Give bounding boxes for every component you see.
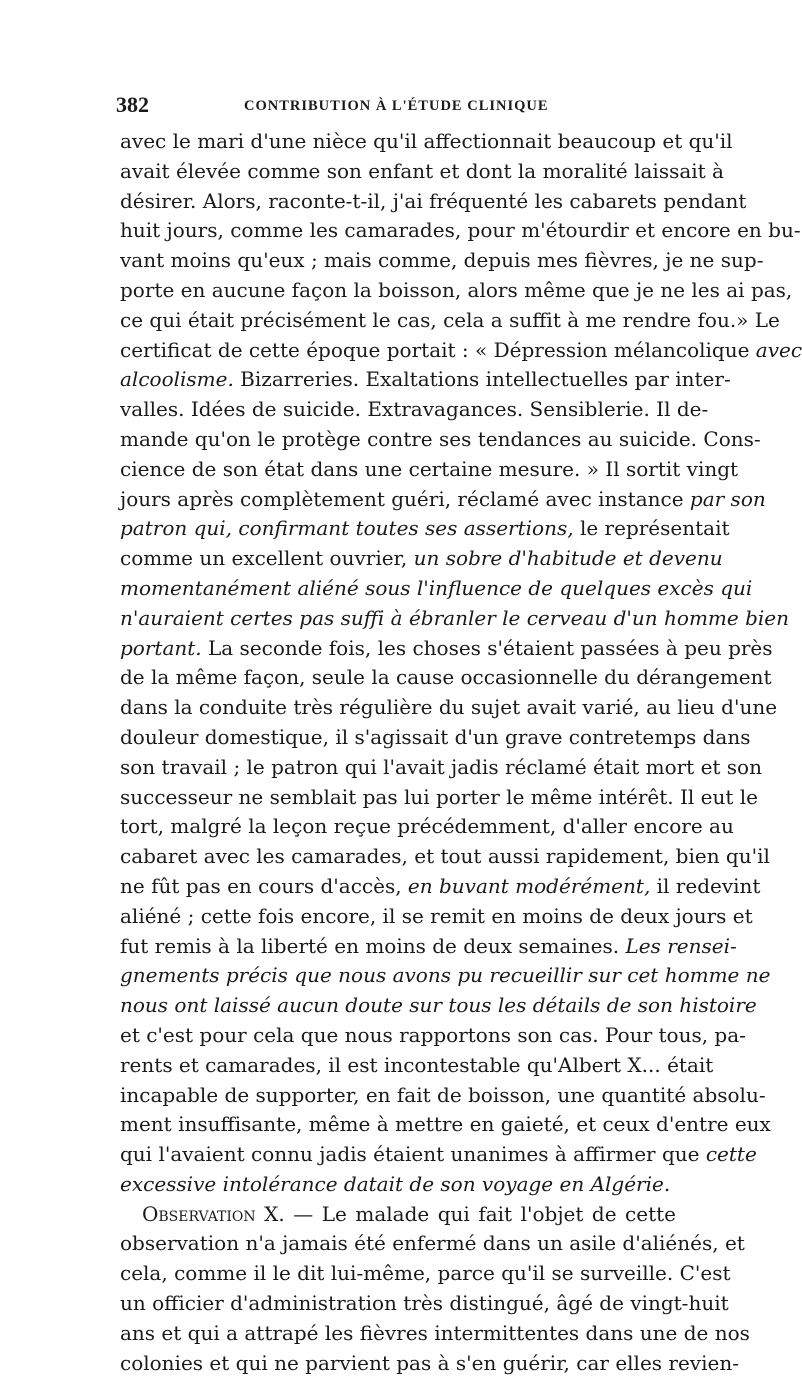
text-line	[120, 246, 764, 276]
text-line	[120, 455, 739, 485]
italic-text: excessive intolérance datait de son voyage en Algérie.	[120, 1171, 671, 1196]
text-line	[120, 932, 737, 962]
text-segment: valles. Idées de suicide. Extravagances. Sensiblerie. Il de-	[120, 397, 709, 422]
text-segment: avait élevée comme son enfant et dont la moralité laissait à	[120, 158, 724, 183]
text-segment: tort, malgré la leçon reçue précédemment, d'aller encore au	[120, 814, 734, 839]
text-segment: jours après complètement guéri, réclamé avec instance	[120, 486, 690, 511]
text-line	[120, 634, 773, 664]
text-segment: le représentait	[573, 516, 730, 541]
text-line	[120, 1051, 714, 1081]
page-header	[116, 92, 676, 124]
text-segment: avec le mari d'une nièce qu'il affectionnait beaucoup et qu'il	[120, 129, 733, 153]
text-line	[120, 693, 778, 723]
text-line	[120, 783, 759, 813]
text-segment: et c'est pour cela que nous rapportons son cas. Pour tous, pa-	[120, 1022, 746, 1047]
text-line	[120, 425, 761, 455]
small-caps-text: Observation	[142, 1201, 256, 1226]
italic-text: momentanément aliéné sous l'influence de quelques excès qui	[120, 575, 753, 600]
italic-text: en buvant modérément,	[407, 873, 651, 898]
text-segment: huit jours, comme les camarades, pour m'étourdir et encore en bu-	[120, 218, 801, 243]
page-number: 382	[116, 92, 149, 117]
text-line	[120, 902, 753, 932]
italic-text: nous ont laissé aucun doute sur tous les détails de son histoire	[120, 993, 757, 1018]
text-line	[120, 157, 724, 187]
text-segment: X. — Le malade qui fait l'objet de cette	[255, 1201, 676, 1226]
text-segment: de la même façon, seule la cause occasionnelle du dérangement	[120, 665, 772, 690]
body-text	[120, 127, 802, 1378]
text-line	[120, 395, 709, 425]
text-line	[120, 1200, 676, 1230]
text-line	[120, 1021, 746, 1051]
text-line	[120, 991, 757, 1021]
text-line	[120, 604, 789, 634]
text-segment: successeur ne semblait pas lui porter le même intérêt. Il eut le	[120, 784, 759, 809]
text-line	[120, 336, 802, 366]
italic-text: portant.	[120, 635, 202, 660]
italic-text: cette	[705, 1142, 757, 1167]
running-head: CONTRIBUTION À L'ÉTUDE CLINIQUE	[244, 98, 549, 114]
text-segment: mande qu'on le protège contre ses tendances au suicide. Cons-	[120, 426, 761, 451]
text-segment: cience de son état dans une certaine mesure. » Il sortit vingt	[120, 456, 739, 481]
text-segment: son travail ; le patron qui l'avait jadis réclamé était mort et son	[120, 754, 762, 779]
text-line	[120, 723, 751, 753]
text-segment: porte en aucune façon la boisson, alors même que je ne les ai pas,	[120, 277, 793, 302]
text-segment: comme un excellent ouvrier,	[120, 546, 414, 571]
text-segment: certificat de cette époque portait : « Dépression mélancolique	[120, 337, 756, 362]
text-line	[120, 753, 762, 783]
text-segment: un officier d'administration très distingué, âgé de vingt-huit	[120, 1291, 729, 1316]
text-line	[120, 1349, 739, 1378]
text-segment: cabaret avec les camarades, et tout aussi rapidement, bien qu'il	[120, 844, 770, 869]
text-line	[120, 1170, 676, 1200]
text-segment: ne fût pas en cours d'accès,	[120, 873, 408, 898]
italic-text: alcoolisme.	[120, 367, 234, 392]
text-line	[120, 961, 771, 991]
text-segment: il redevint	[650, 873, 761, 898]
text-line	[120, 127, 733, 157]
text-line	[120, 276, 793, 306]
italic-text: par son	[689, 486, 766, 511]
text-segment: désirer. Alors, raconte-t-il, j'ai fréquenté les cabarets pendant	[120, 188, 747, 213]
text-segment: Bizarreries. Exaltations intellectuelles par inter-	[233, 367, 731, 392]
text-line	[120, 365, 731, 395]
text-segment: vant moins qu'eux ; mais comme, depuis mes fièvres, je ne sup-	[120, 248, 764, 273]
text-line	[120, 842, 770, 872]
italic-text: gnements précis que nous avons pu recueillir sur cet homme ne	[120, 963, 771, 988]
text-segment: incapable de supporter, en fait de boisson, une quantité absolu-	[120, 1082, 766, 1107]
italic-text: avec	[755, 337, 802, 362]
italic-text: patron qui, confirmant toutes ses assertions,	[120, 516, 574, 541]
text-segment: qui l'avaient connu jadis étaient unanimes à affirmer que	[120, 1142, 706, 1167]
text-segment: ment insuffisante, même à mettre en gaieté, et ceux d'entre eux	[120, 1112, 771, 1137]
text-line	[120, 1259, 731, 1289]
text-segment: fut remis à la liberté en moins de deux semaines.	[120, 933, 626, 958]
text-segment: douleur domestique, il s'agissait d'un grave contretemps dans	[120, 724, 751, 749]
text-line	[120, 306, 780, 336]
text-segment: La seconde fois, les choses s'étaient passées à peu près	[201, 635, 773, 660]
text-line	[120, 872, 761, 902]
text-line	[120, 187, 747, 217]
italic-text: Les rensei-	[625, 933, 737, 958]
text-line	[120, 574, 753, 604]
italic-text: n'auraient certes pas suffi à ébranler le cerveau d'un homme bien	[120, 605, 789, 630]
text-line	[120, 1140, 757, 1170]
text-line	[120, 1081, 766, 1111]
text-line	[120, 514, 730, 544]
italic-text: un sobre d'habitude et devenu	[413, 546, 723, 571]
text-line	[120, 544, 723, 574]
text-segment: observation n'a jamais été enfermé dans un asile d'aliénés, et	[120, 1231, 745, 1256]
text-line	[120, 1229, 745, 1259]
text-line	[120, 663, 772, 693]
text-line	[120, 485, 766, 515]
text-line	[120, 812, 734, 842]
text-segment: aliéné ; cette fois encore, il se remit en moins de deux jours et	[120, 903, 753, 928]
text-line	[120, 1289, 729, 1319]
text-segment: rents et camarades, il est incontestable qu'Albert X... était	[120, 1052, 714, 1077]
text-segment: cela, comme il le dit lui-même, parce qu'il se surveille. C'est	[120, 1261, 731, 1286]
text-segment: dans la conduite très régulière du sujet avait varié, au lieu d'une	[120, 695, 778, 720]
text-line	[120, 1319, 750, 1349]
text-line	[120, 216, 801, 246]
text-segment: ans et qui a attrapé les fièvres intermittentes dans une de nos	[120, 1320, 750, 1345]
text-line	[120, 1110, 771, 1140]
text-segment: colonies et qui ne parvient pas à s'en guérir, car elles revien-	[120, 1350, 739, 1375]
text-segment: ce qui était précisément le cas, cela a suffit à me rendre fou.» Le	[120, 307, 780, 332]
